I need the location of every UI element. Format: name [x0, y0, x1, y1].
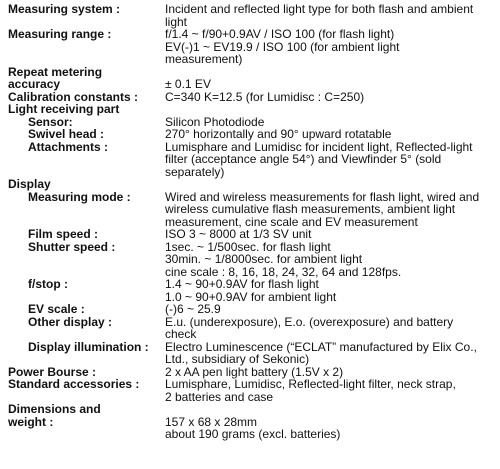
spec-label: Calibration constants : — [8, 89, 139, 104]
spec-value: Incident and reflected light type for both flash and ambient light — [165, 2, 474, 29]
spec-value: Silicon Photodiode — [165, 114, 265, 129]
section-heading: Display — [8, 177, 51, 191]
spec-label: Swivel head : — [28, 127, 105, 141]
spec-value: 157 x 68 x 28mm about 190 grams (excl. batteries) — [165, 414, 341, 441]
spec-label: EV scale : — [28, 302, 85, 316]
spec-label: Measuring mode : — [28, 189, 131, 204]
spec-value: 1sec. ~ 1/500sec. for flash light 30min. ~ 1/8000sec. for ambient light cine scale : 8, 16, 18, 24, 32, 64 and 128fps. — [165, 239, 402, 279]
section-heading: Light receiving part — [8, 102, 120, 116]
spec-label: Measuring system : — [8, 2, 121, 16]
spec-label: Sensor: — [28, 114, 73, 129]
spec-value: ± 0.1 EV — [165, 77, 211, 91]
spec-label: Attachments : — [28, 139, 109, 154]
spec-value: Electro Luminescence (“ECLAT” manufactured by Elix Co., Ltd., subsidiary of Sekonic) — [165, 339, 477, 366]
spec-label: Dimensions and weight : — [8, 402, 101, 429]
spec-label: Standard accessories : — [8, 377, 140, 391]
spec-value: Lumisphare, Lumidisc, Reflected-light filter, neck strap, 2 batteries and case — [165, 377, 456, 404]
spec-value: Lumisphare and Lumidisc for incident light, Reflected-light filter (acceptance angle 54°) and Viewfinder 5° (sold separately) — [165, 139, 473, 179]
spec-value: 1.4 ~ 90+0.9AV for flash light 1.0 ~ 90+0.9AV for ambient light — [165, 277, 337, 304]
spec-value: f/1.4 ~ f/90+0.9AV / ISO 100 (for flash light) EV(-)1 ~ EV19.9 / ISO 100 (for ambient light measurement) — [165, 27, 400, 66]
spec-label: Repeat metering accuracy — [8, 64, 103, 91]
spec-value: (-)6 ~ 25.9 — [165, 302, 221, 316]
spec-label: Power Bourse : — [8, 364, 97, 379]
spec-label: Measuring range : — [8, 27, 112, 41]
spec-label: Film speed : — [28, 227, 99, 241]
spec-label: Display illumination : — [28, 339, 149, 354]
spec-label: Other display : — [28, 314, 113, 329]
spec-value: 2 x AA pen light battery (1.5V x 2) — [165, 364, 344, 379]
spec-value: Wired and wireless measurements for flash light, wired and wireless cumulative flash measurements, ambient light measurement, cine scale and EV measurement — [165, 189, 480, 229]
spec-value: ISO 3 ~ 8000 at 1/3 SV unit — [165, 227, 312, 241]
spec-value: 270° horizontally and 90° upward rotatable — [165, 127, 392, 141]
spec-label: Shutter speed : — [28, 239, 116, 254]
spec-label: f/stop : — [28, 277, 68, 291]
spec-value: C=340 K=12.5 (for Lumidisc : C=250) — [165, 89, 365, 104]
spec-value: E.u. (underexposure), E.o. (overexposure) and battery check — [165, 314, 454, 341]
